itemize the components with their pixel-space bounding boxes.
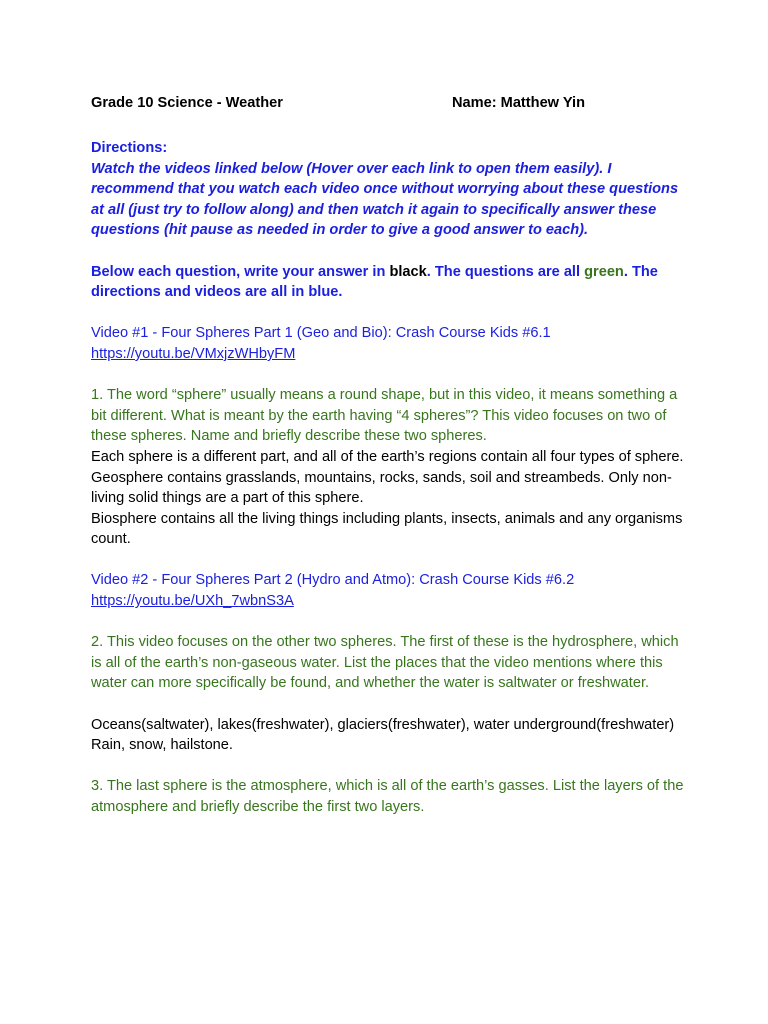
video-2-link[interactable]: https://youtu.be/UXh_7wbnS3A (91, 593, 294, 610)
question-3: 3. The last sphere is the atmosphere, which is all of the earth’s gasses. List the layers of the atmosphere and briefly describe the first two layers. (91, 778, 684, 815)
answer-2-line-2: Rain, snow, hailstone. (91, 737, 233, 754)
video-1-link[interactable]: https://youtu.be/VMxjzWHbyFM (91, 345, 296, 362)
student-name: Name: Matthew Yin (452, 95, 585, 111)
note-green-word: green (584, 263, 624, 280)
question-1: 1. The word “sphere” usually means a round shape, but in this video, it means something a bit different. What is meant by the earth having “4 spheres”? This video focuses on two of these spheres. Name and briefly describe these two spheres. (91, 387, 678, 445)
answer-1-line-2: Geosphere contains grasslands, mountains, rocks, sands, soil and streambeds. Only non-living solid things are a part of this sphere. (91, 469, 672, 507)
question-2: 2. This video focuses on the other two spheres. The first of these is the hydrosphere, which is all of the earth’s non-gaseous water. List the places that the video mentions where this water can more specifically be found, and whether the water is saltwater or freshwater. (91, 634, 679, 692)
directions-heading: Directions: (91, 140, 168, 156)
document-header (91, 93, 691, 113)
document-body (91, 93, 691, 818)
note-part-3: . The directions and videos are all in blue. (91, 263, 658, 301)
note-part-1: Below each question, write your answer in (91, 263, 390, 280)
answer-1-line-3: Biosphere contains all the living things including plants, insects, animals and any organisms count. (91, 510, 683, 548)
note-part-2: . The questions are all (426, 263, 585, 280)
answer-color-note (91, 262, 691, 303)
video-2-title: Video #2 - Four Spheres Part 2 (Hydro and Atmo): Crash Course Kids #6.2 (91, 572, 575, 589)
directions-text: Watch the videos linked below (Hover over each link to open them easily). I recommend that you watch each video once without worrying about these questions at all (just try to follow along) and then watch it again to specifically answer these questions (hit pause as needed in order to give a good answer to each). (91, 160, 679, 239)
note-black-word: black (389, 263, 427, 280)
document-title: Grade 10 Science - Weather (91, 95, 283, 111)
answer-1-line-1: Each sphere is a different part, and all of the earth’s regions contain all four types of sphere. (91, 448, 684, 465)
answer-2-line-1: Oceans(saltwater), lakes(freshwater), glaciers(freshwater), water underground(freshwater) (91, 716, 675, 733)
video-1-title: Video #1 - Four Spheres Part 1 (Geo and Bio): Crash Course Kids #6.1 (91, 325, 551, 342)
